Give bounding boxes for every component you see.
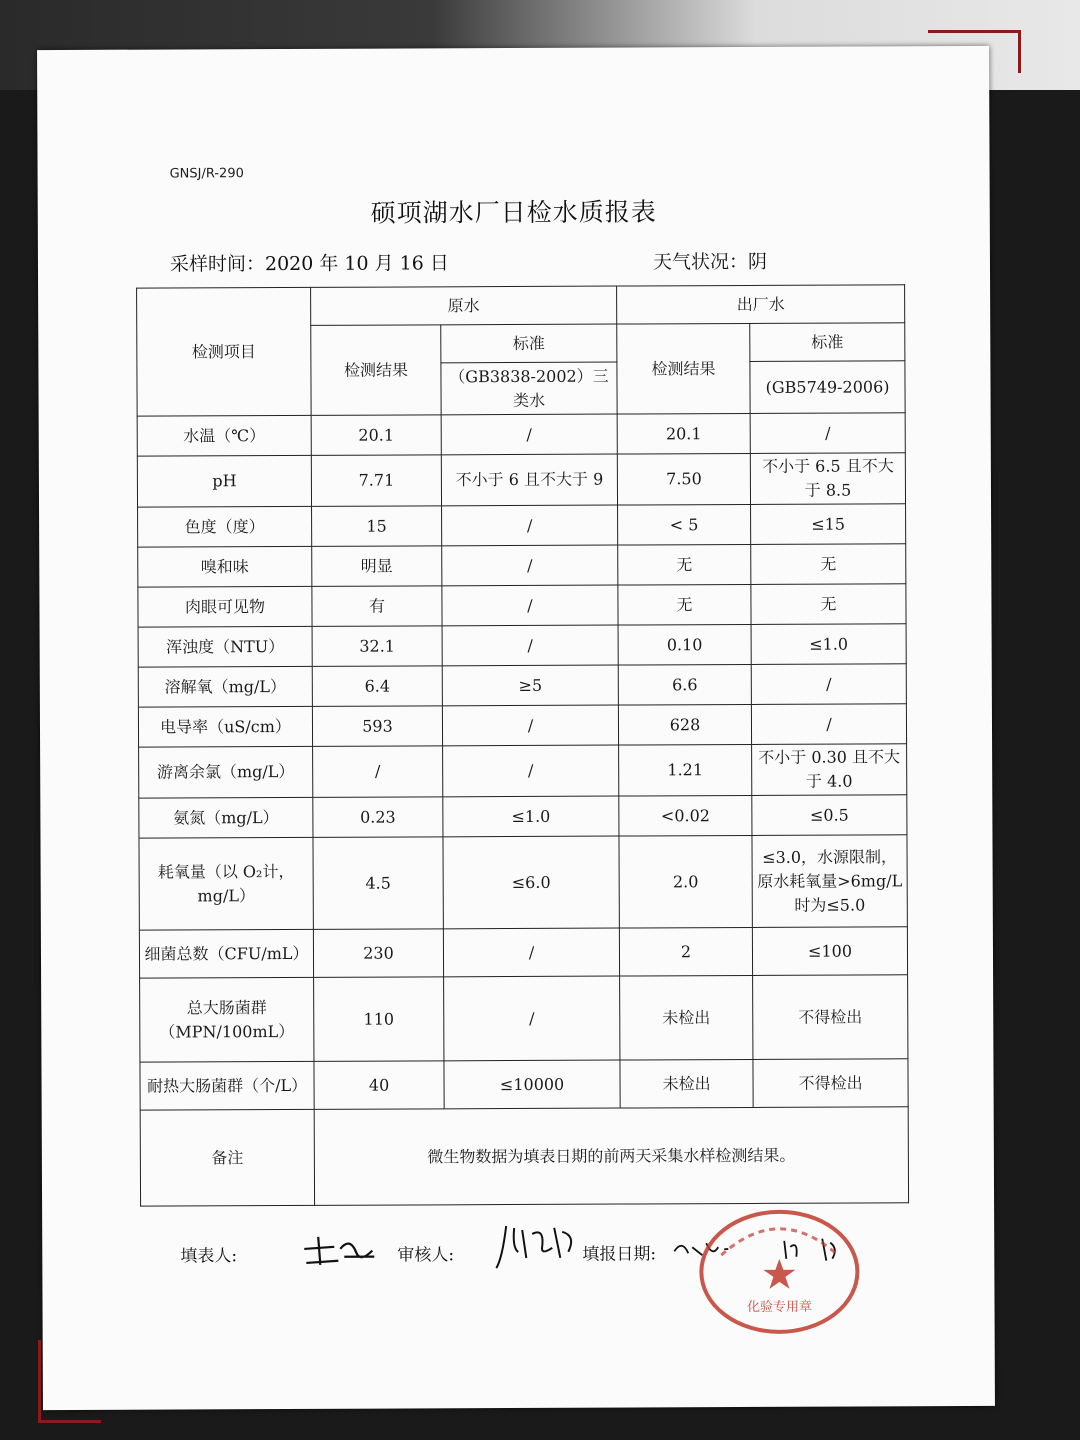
table-row [140, 1059, 908, 1110]
cell-item: 游离余氯（mg/L） [139, 746, 313, 798]
header-raw-standard: 标准 [441, 324, 617, 363]
table-row [139, 795, 907, 838]
cell-out-std: ≤100 [752, 927, 907, 976]
cell-out-std: ≤1.0 [751, 624, 906, 665]
reviewer-signature [492, 1218, 582, 1278]
cell-out: 0.10 [618, 624, 751, 665]
cell-out: 未检出 [620, 1059, 753, 1108]
sampling-time: 采样时间：2020 年 10 月 16 日 [169, 252, 449, 276]
cell-raw: 32.1 [312, 626, 442, 667]
cell-out-std: / [750, 413, 905, 454]
table-row [138, 544, 906, 587]
header-out-standard-ref: (GB5749-2006) [750, 361, 905, 414]
cell-raw-std: / [442, 625, 618, 666]
cell-out-std: / [751, 664, 906, 705]
cell-raw: / [313, 746, 443, 798]
cell-item: 嗅和味 [138, 546, 312, 587]
cell-out: 2 [619, 927, 752, 976]
cell-item: 耗氧量（以 O₂计，mg/L） [139, 837, 313, 930]
cell-out-std: ≤3.0，水源限制，原水耗氧量>6mg/L 时为≤5.0 [752, 835, 907, 928]
header-raw-result: 检测结果 [311, 325, 441, 416]
cell-item: 氨氮（mg/L） [139, 797, 313, 838]
filler-label: 填表人: [180, 1246, 238, 1267]
cell-raw: 593 [312, 706, 442, 747]
cell-out-std: 不得检出 [753, 1059, 908, 1108]
cell-item: pH [137, 455, 311, 507]
table-row [139, 744, 907, 798]
cell-out: 6.6 [618, 664, 751, 705]
frame-corner-top-right [928, 30, 1021, 73]
filler-signature [294, 1227, 384, 1277]
stamp-label: 化验专用章 [746, 1299, 813, 1315]
table-row [139, 835, 907, 930]
cell-raw: 20.1 [311, 415, 441, 456]
header-out-result: 检测结果 [617, 323, 750, 414]
cell-item: 水温（℃） [137, 415, 311, 456]
reviewer-label: 审核人: [397, 1245, 455, 1266]
cell-raw-std: / [442, 585, 618, 626]
remark-row [140, 1107, 908, 1206]
table-row [138, 504, 906, 547]
water-quality-table [136, 284, 909, 1206]
cell-item: 电导率（uS/cm） [138, 706, 312, 747]
cell-out-std: 无 [751, 544, 906, 585]
cell-item: 耐热大肠菌群（个/L） [140, 1061, 314, 1110]
cell-out: <0.02 [619, 795, 752, 836]
cell-raw: 有 [312, 586, 442, 627]
document-code: GNSJ/R-290 [169, 166, 244, 182]
official-stamp [697, 1206, 863, 1337]
table-row [137, 453, 905, 507]
cell-out-std: / [751, 704, 906, 745]
header-raw-standard-ref: （GB3838-2002）三类水 [441, 362, 617, 415]
header-finished-water: 出厂水 [617, 285, 905, 324]
cell-raw: 明显 [312, 546, 442, 587]
cell-out-std: ≤15 [751, 504, 906, 545]
cell-raw-std: / [443, 745, 619, 797]
cell-out-std: 不得检出 [753, 975, 908, 1060]
cell-raw-std: ≤1.0 [443, 796, 619, 837]
table-row [140, 975, 908, 1062]
cell-raw: 6.4 [312, 666, 442, 707]
table-row [138, 664, 906, 707]
cell-out-std: 不小于 6.5 且不大于 8.5 [750, 453, 905, 505]
cell-raw-std: / [442, 545, 618, 586]
report-date-label: 填报日期: [582, 1244, 657, 1265]
cell-item: 细菌总数（CFU/mL） [139, 929, 313, 978]
table-row [139, 927, 907, 978]
cell-out: 未检出 [620, 975, 753, 1060]
cell-item: 溶解氧（mg/L） [138, 666, 312, 707]
cell-out: 628 [618, 704, 751, 745]
table-row [137, 413, 905, 456]
cell-raw: 40 [314, 1061, 444, 1110]
header-out-standard: 标准 [750, 323, 905, 362]
frame-corner-bottom-left [38, 1340, 101, 1423]
remark-label: 备注 [140, 1109, 314, 1206]
table-row [138, 704, 906, 747]
cell-raw-std: ≤10000 [444, 1060, 620, 1109]
cell-out: < 5 [618, 504, 751, 545]
table-row [138, 624, 906, 667]
cell-out: 无 [618, 544, 751, 585]
cell-raw-std: ≥5 [442, 665, 618, 706]
report-paper [37, 46, 995, 1410]
cell-raw: 0.23 [313, 797, 443, 838]
cell-out-std: ≤0.5 [752, 795, 907, 836]
cell-raw-std: ≤6.0 [443, 836, 619, 929]
cell-raw: 230 [313, 929, 443, 978]
cell-raw-std: / [442, 705, 618, 746]
cell-raw-std: / [442, 505, 618, 546]
header-item: 检测项目 [137, 287, 312, 416]
cell-out-std: 无 [751, 584, 906, 625]
cell-out: 1.21 [619, 744, 752, 796]
cell-out: 2.0 [619, 835, 752, 928]
cell-raw-std: / [443, 928, 619, 977]
report-title: 硕项湖水厂日检水质报表 [370, 197, 657, 228]
cell-item: 色度（度） [138, 506, 312, 547]
cell-out-std: 不小于 0.30 且不大于 4.0 [752, 744, 907, 796]
cell-out: 无 [618, 584, 751, 625]
weather-status: 天气状况：阴 [652, 250, 768, 274]
header-raw-water: 原水 [311, 286, 617, 325]
remark-text: 微生物数据为填表日期的前两天采集水样检测结果。 [314, 1107, 908, 1206]
cell-raw: 4.5 [313, 837, 443, 930]
cell-item: 肉眼可见物 [138, 586, 312, 627]
cell-raw: 110 [314, 977, 444, 1062]
cell-raw-std: / [441, 414, 617, 455]
cell-raw-std: 不小于 6 且不大于 9 [441, 454, 617, 506]
cell-out: 7.50 [617, 453, 750, 505]
cell-raw: 7.71 [311, 455, 441, 507]
cell-raw-std: / [444, 976, 620, 1061]
cell-raw: 15 [312, 506, 442, 547]
table-row [138, 584, 906, 627]
cell-out: 20.1 [617, 413, 750, 454]
cell-item: 总大肠菌群（MPN/100mL） [140, 977, 314, 1062]
cell-item: 浑浊度（NTU） [138, 626, 312, 667]
